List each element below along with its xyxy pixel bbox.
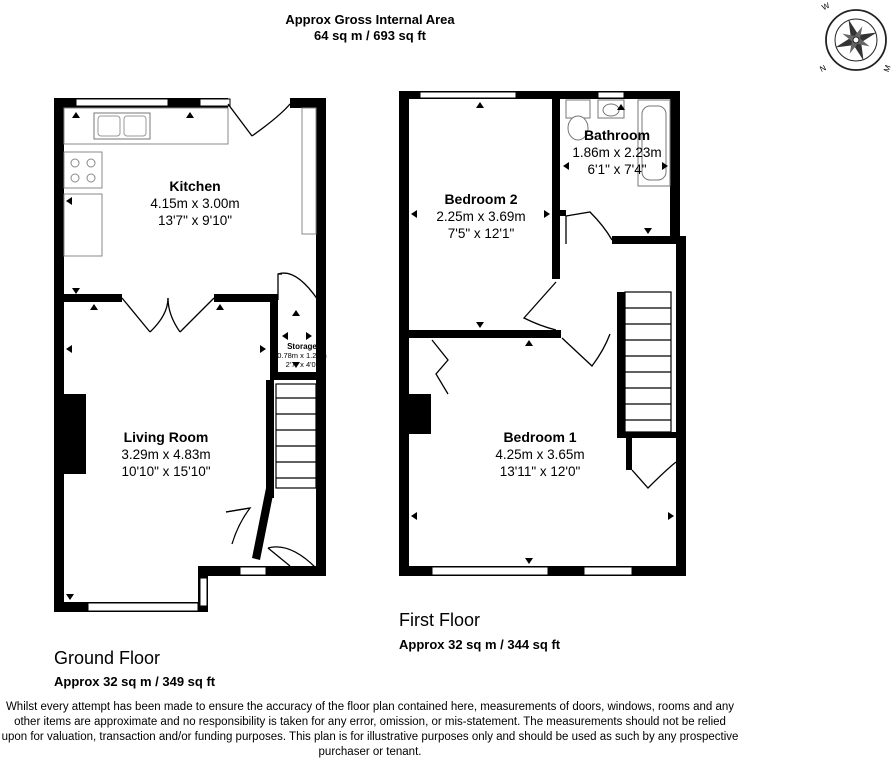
compass-letter-m: M [881, 63, 893, 74]
disclaimer-text: Whilst every attempt has been made to ensure the accuracy of the floor plan contained here, measurements of doors, windows, rooms and any other items are approximate and no responsibility is taken for any error, omission, or mis-statement. The measurements should not be relied upon for valuation, transaction and/or funding purposes. This plan is for illustrative purposes only and should be used as such by any prospective purchaser or tenant. [1, 701, 739, 758]
gross-area-value: 64 sq m / 693 sq ft [314, 28, 426, 43]
bedroom-2-metric: 2.25m x 3.69m [436, 209, 526, 224]
kitchen-name: Kitchen [169, 178, 221, 194]
room-label-storage [276, 342, 328, 369]
bathroom-imperial: 6'1" x 7'4" [587, 162, 647, 177]
kitchen-metric: 4.15m x 3.00m [150, 196, 240, 211]
kitchen-doors [122, 104, 318, 568]
room-label-bedroom-1 [460, 429, 620, 480]
ground-floor-area: Approx 32 sq m / 349 sq ft [54, 674, 216, 689]
storage-name: Storage [287, 342, 317, 351]
storage-imperial: 2'7" x 4'0" [285, 360, 319, 369]
living-room-imperial: 10'10" x 15'10" [121, 464, 211, 479]
compass-icon [826, 10, 886, 70]
first-floor-label: First Floor [399, 610, 480, 630]
first-floor-area: Approx 32 sq m / 344 sq ft [399, 637, 561, 652]
room-label-bedroom-2 [410, 191, 552, 242]
bedroom-1-imperial: 13'11" x 12'0" [499, 464, 581, 479]
room-label-kitchen [110, 178, 280, 229]
living-room-metric: 3.29m x 4.83m [121, 447, 211, 462]
living-room-name: Living Room [123, 429, 209, 445]
bedroom-2-name: Bedroom 2 [444, 191, 518, 207]
bedroom-1-metric: 4.25m x 3.65m [495, 447, 585, 462]
ground-floor-windows [76, 99, 266, 611]
ground-stairs [276, 384, 316, 488]
ground-floor-label: Ground Floor [54, 648, 161, 668]
bathroom-name: Bathroom [583, 127, 651, 143]
room-label-bathroom [562, 127, 672, 178]
bathroom-metric: 1.86m x 2.23m [572, 145, 662, 160]
kitchen-imperial: 13'7" x 9'10" [157, 213, 233, 228]
gross-area-title: Approx Gross Internal Area [285, 12, 455, 27]
bedroom-2-imperial: 7'5" x 12'1" [447, 226, 515, 241]
storage-metric: 0.78m x 1.23m [277, 351, 327, 360]
compass-letter-w: W [820, 0, 832, 13]
compass-letter-n: N [818, 63, 828, 74]
room-label-living-room [80, 429, 252, 480]
bedroom-1-name: Bedroom 1 [503, 429, 577, 445]
first-stairs [625, 292, 671, 432]
